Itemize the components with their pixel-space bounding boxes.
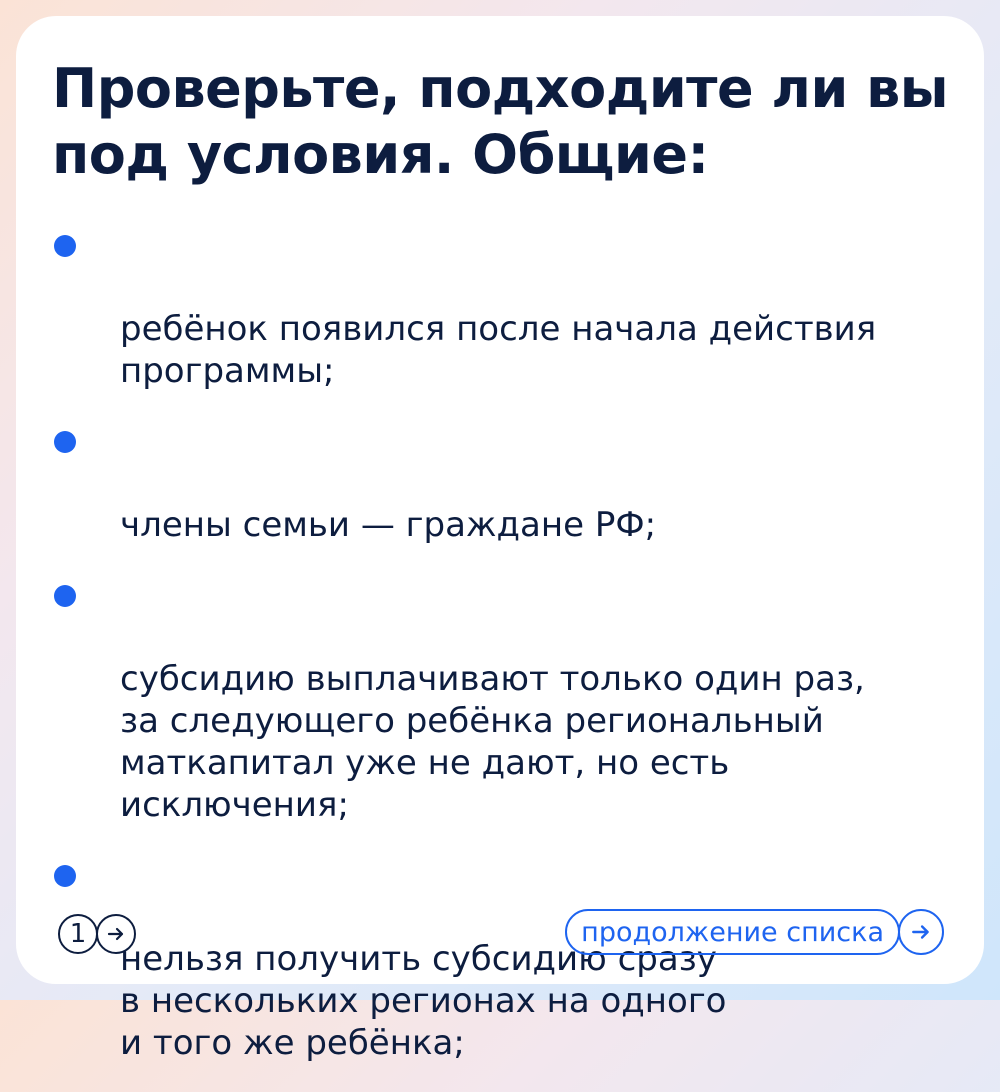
page-number-badge: 1 <box>58 914 98 954</box>
list-item <box>52 224 952 392</box>
list-item <box>52 854 952 1064</box>
conditions-list <box>52 224 952 1092</box>
bullet-dot-icon <box>54 865 76 887</box>
slide-pager <box>58 912 136 956</box>
content-card <box>16 16 984 1063</box>
continue-list-label[interactable]: продолжение списка <box>565 909 900 955</box>
list-item-text: ребёнок появился после начала действия программы; <box>120 309 877 391</box>
list-item-text: субсидию выплачивают только один раз, за следующего ребёнка региональный маткапитал уже не дают, но есть исключения; <box>120 659 865 825</box>
bullet-dot-icon <box>54 235 76 257</box>
list-item <box>52 420 952 546</box>
continue-arrow-button[interactable] <box>898 909 944 955</box>
list-item <box>52 574 952 826</box>
bullet-dot-icon <box>54 585 76 607</box>
list-item-text: нельзя получить субсидию сразу в нескольких регионах на одного и того же ребёнка; <box>120 939 727 1063</box>
bullet-dot-icon <box>54 431 76 453</box>
arrow-right-icon <box>106 924 126 944</box>
next-page-button[interactable] <box>96 914 136 954</box>
list-item-text: члены семьи — граждане РФ; <box>120 505 657 545</box>
page-title: Проверьте, подходите ли вы под условия. Общие: <box>52 57 949 186</box>
continue-list-button[interactable] <box>565 908 944 956</box>
arrow-right-icon <box>910 921 932 943</box>
